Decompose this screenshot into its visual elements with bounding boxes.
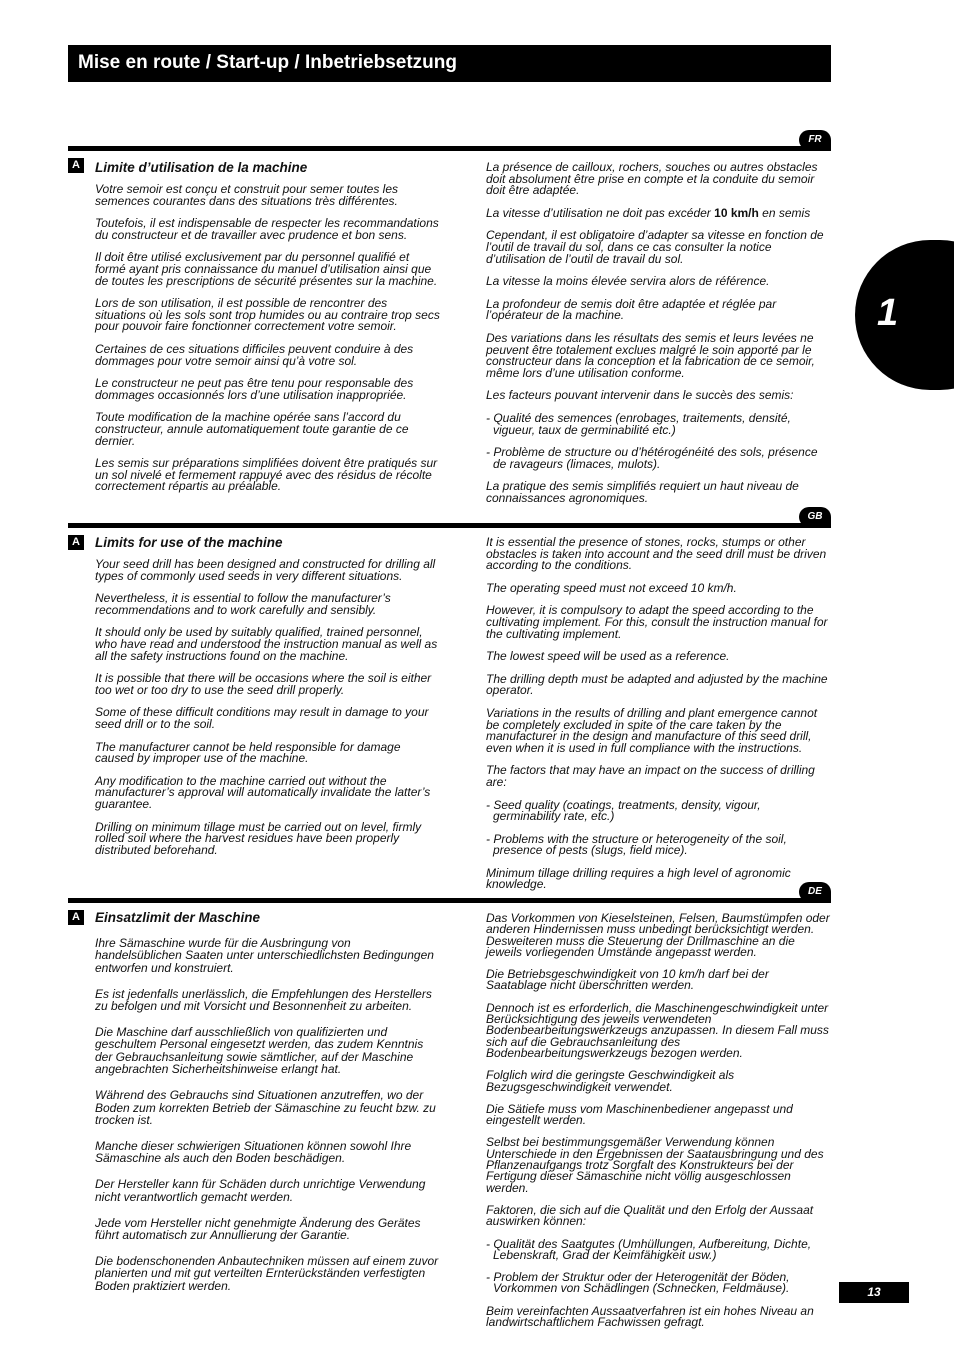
- bullet-item: - Problems with the structure or heterogeneity of the soil, presence of pests (slugs, field mice).: [486, 831, 787, 858]
- paragraph: Certaines de ces situations difficiles peuvent conduire à des dommages pour votre semoir ainsi qu’à votre sol.: [95, 341, 414, 368]
- page-number: 13: [839, 1282, 909, 1303]
- paragraph: Die bodenschonenden Anbautechniken müssen auf einem zuvor planierten und mit gut verteilten Ernterückständen verfestigten Boden praktiziert werden.: [95, 1253, 439, 1293]
- section-heading: Limite d’utilisation de la machine: [95, 160, 308, 175]
- section-de: [68, 882, 831, 1332]
- paragraph: Folglich wird die geringste Geschwindigkeit als Bezugsgeschwindigkeit verwendet.: [486, 1068, 735, 1094]
- section-label-box: A: [68, 910, 84, 925]
- paragraph: Some of these difficult conditions may result in damage to your seed drill or to the soil.: [95, 705, 429, 731]
- chapter-tab: [855, 240, 954, 390]
- paragraph: It should only be used by suitably qualified, trained personnel, who have read and understood the instruction manual as well as all the safety instructions found on the machine.: [95, 625, 438, 663]
- paragraph: Ihre Sämaschine wurde für die Ausbringung von handelsüblichen Saaten unter unterschiedlichsten Bedingungen entworfen und konstruiert.: [95, 936, 434, 975]
- speed-text-pre: La vitesse d’utilisation ne doit pas excéder: [486, 205, 715, 220]
- paragraph: It is possible that there will be occasions where the soil is either too wet or too dry to use the seed drill properly.: [95, 671, 432, 697]
- speed-paragraph: [486, 205, 831, 220]
- bullet-item: - Qualität des Saatgutes (Umhüllungen, Aufbereitung, Dichte, Lebenskraft, Grad der Keimfähigkeit usw.): [486, 1236, 812, 1262]
- speed-value: 10 km/h: [714, 205, 759, 220]
- paragraph: Manche dieser schwierigen Situationen können sowohl Ihre Sämaschine als auch den Boden beschädigen.: [95, 1138, 412, 1166]
- paragraph: Toute modification de la machine opérée sans l’accord du constructeur, annule automatiquement toute garantie de ce dernier.: [95, 410, 409, 448]
- lang-badge-de: DE: [799, 882, 831, 902]
- paragraph: Drilling on minimum tillage must be carried out on level, firmly rolled soil where the harvest residues have been properly distributed beforehand.: [95, 819, 422, 857]
- header-bar: [68, 45, 831, 82]
- bullet-item: - Problem der Struktur oder der Heterogenität der Böden, Vorkommen von Schädlingen (Schnecken, Feldmäuse).: [486, 1270, 790, 1296]
- section-heading: Limits for use of the machine: [95, 535, 283, 550]
- section-rule: [68, 523, 831, 528]
- paragraph: The factors that may have an impact on the success of drilling are:: [486, 763, 815, 789]
- paragraph: Selbst bei bestimmungsgemäßer Verwendung können Unterschiede in den Ergebnissen der Saatausbringung und des Pflanzenaufgangs trotz Sorgfalt des Konstrukteurs bei der Fertigung dieser Sämaschine nicht völlig ausgeschlossen werden.: [486, 1135, 824, 1195]
- paragraph: La vitesse la moins élevée servira alors de référence.: [486, 274, 770, 289]
- paragraph: Des variations dans les résultats des semis et leurs levées ne peuvent être totalement exclues malgré le soin apporté par le constructeur dans la conception et la fabrication de ce semoir, même lors d’une utilisation conforme.: [486, 330, 815, 380]
- section-label-box: A: [68, 535, 84, 550]
- paragraph: The manufacturer cannot be held responsible for damage caused by improper use of the machine.: [95, 739, 401, 766]
- paragraph: Minimum tillage drilling requires a high level of agronomic knowledge.: [486, 865, 791, 892]
- page-title: Mise en route / Start-up / Inbetriebsetzung: [78, 52, 457, 73]
- paragraph: The lowest speed will be used as a reference.: [486, 649, 730, 664]
- paragraph: Les facteurs pouvant intervenir dans le succès des semis:: [486, 388, 794, 403]
- paragraph: Il doit être utilisé exclusivement par du personnel qualifié et formé ayant pris connaissance du manuel d’utilisation ainsi que de toutes les prescriptions de sécurité présentes sur la machine.: [95, 250, 438, 288]
- text-column-right: [486, 913, 831, 1339]
- paragraph: It is essential the presence of stones, rocks, stumps or other obstacles is taken into account and the seed drill must be driven according to the conditions.: [486, 535, 827, 573]
- paragraph: The operating speed must not exceed 10 km/h.: [486, 580, 737, 595]
- paragraph: Nevertheless, it is essential to follow the manufacturer’s recommendations and to work carefully and sensibly.: [95, 591, 391, 617]
- text-column-left: [95, 559, 440, 867]
- chapter-number: 1: [877, 292, 899, 334]
- paragraph: La présence de cailloux, rochers, souches ou autres obstacles doit absolument être prise en compte et la conduite du semoir doit être adaptée.: [486, 160, 818, 198]
- section-gb: [68, 507, 831, 897]
- paragraph: La profondeur de semis doit être adaptée et réglée par l’opérateur de la machine.: [486, 296, 777, 323]
- paragraph: Le constructeur ne peut pas être tenu pour responsable des dommages occasionnés lors d’une utilisation inappropriée.: [95, 376, 414, 402]
- paragraph: Lors de son utilisation, il est possible de rencontrer des situations où les sols sont trop humides ou au contraire trop secs pour pouvoir faire fonctionner correctement votre semoir.: [95, 296, 440, 334]
- section-heading: Einsatzlimit der Maschine: [95, 910, 261, 925]
- paragraph: However, it is compulsory to adapt the speed according to the cultivating implement. For this, consult the instruction manual for the cultivating implement.: [486, 603, 828, 641]
- lang-badge-fr: FR: [799, 130, 831, 150]
- bullet-item: - Qualité des semences (enrobages, traitements, densité, vigueur, taux de germinabilité etc.): [486, 410, 791, 437]
- paragraph: Variations in the results of drilling and plant emergence cannot be completely excluded in spite of the care taken by the manufacturer in the design and manufacture of this seed drill, even when it is used in full compliance with the instructions.: [486, 705, 818, 755]
- section-rule: [68, 898, 831, 903]
- paragraph: Die Sätiefe muss vom Maschinenbediener angepasst und eingestellt werden.: [486, 1101, 793, 1128]
- text-column-left: [95, 937, 440, 1306]
- bullet-item: - Problème de structure ou d’hétérogénéité des sols, présence de ravageurs (limaces, mulots).: [486, 445, 818, 471]
- section-rule: [68, 146, 831, 151]
- speed-text-post: en semis: [758, 205, 811, 220]
- paragraph: Dennoch ist es erforderlich, die Maschinengeschwindigkeit unter Berücksichtigung des jeweils verwendeten Bodenbearbeitungswerkzeugs anzupassen. In diesem Fall muss sich auf die Gebrauchsanleitung des Bodenbearbeitungswerkzeugs bezogen werden.: [486, 1000, 829, 1060]
- paragraph: Die Maschine darf ausschließlich von qualifizierten und geschultem Personal eingesetzt werden, das zudem Kenntnis der Gebrauchsanleitung sowie sämtlicher, auf der Maschine angebrachten Sicherheitshinweise erlangt hat.: [95, 1025, 424, 1077]
- lang-badge-gb: GB: [799, 507, 831, 527]
- section-label-box: A: [68, 158, 84, 173]
- paragraph: Der Hersteller kann für Schäden durch unrichtige Verwendung nicht verantwortlich gemacht werden.: [95, 1177, 426, 1204]
- paragraph: Any modification to the machine carried out without the manufacturer’s approval will automatically invalidate the latter’s guarantee.: [95, 773, 431, 811]
- paragraph: Das Vorkommen von Kieselsteinen, Felsen, Baumstümpfen oder anderen Hindernissen muss unbedingt berücksichtigt werden. Desweiteren muss die Steuerung der Drillmaschine an die jeweils vorliegenden Umstände angepasst werden.: [486, 911, 830, 959]
- paragraph: Während des Gebrauchs sind Situationen anzutreffen, wo der Boden zum korrekten Betrieb der Sämaschine zu feucht bzw. zu trocken ist.: [95, 1088, 436, 1127]
- paragraph: Your seed drill has been designed and constructed for drilling all types of commonly used seeds in very different situations.: [95, 557, 436, 583]
- paragraph: Les semis sur préparations simplifiées doivent être pratiqués sur un sol nivelé et fermement rappuyé avec des résidus de récolte correctement répartis au préalable.: [95, 456, 438, 494]
- text-column-right: [486, 162, 831, 515]
- text-column-left: [95, 184, 440, 504]
- paragraph: Jede vom Hersteller nicht genehmigte Änderung des Gerätes führt automatisch zur Annullierung der Garantie.: [95, 1215, 421, 1242]
- bullet-item: - Seed quality (coatings, treatments, density, vigour, germinability rate, etc.): [486, 797, 761, 824]
- paragraph: Cependant, il est obligatoire d’adapter sa vitesse en fonction de l’outil de travail du sol, dans ce cas consulter la notice d’utilisation de l’outil de travail du sol.: [486, 228, 824, 266]
- paragraph: La pratique des semis simplifiés requiert un haut niveau de connaissances agronomiques.: [486, 479, 799, 505]
- paragraph: Beim vereinfachten Aussaatverfahren ist ein hohes Niveau an landwirtschaftlichem Fachwissen gefragt.: [486, 1303, 814, 1330]
- text-column-right: [486, 537, 831, 902]
- paragraph: Es ist jedenfalls unerlässlich, die Empfehlungen des Herstellers zu befolgen und mit Vorsicht und Besonnenheit zu arbeiten.: [95, 986, 432, 1014]
- paragraph: Votre semoir est conçu et construit pour semer toutes les semences courantes dans des situations très différentes.: [95, 182, 399, 208]
- paragraph: Toutefois, il est indispensable de respecter les recommandations du constructeur et de travailler avec prudence et bon sens.: [95, 216, 439, 242]
- paragraph: Die Betriebsgeschwindigkeit von 10 km/h darf bei der Saatablage nicht überschritten werden.: [486, 967, 769, 993]
- section-fr: [68, 130, 831, 522]
- paragraph: The drilling depth must be adapted and adjusted by the machine operator.: [486, 671, 828, 698]
- paragraph: Faktoren, die sich auf die Qualität und den Erfolg der Aussaat auswirken können:: [486, 1202, 814, 1229]
